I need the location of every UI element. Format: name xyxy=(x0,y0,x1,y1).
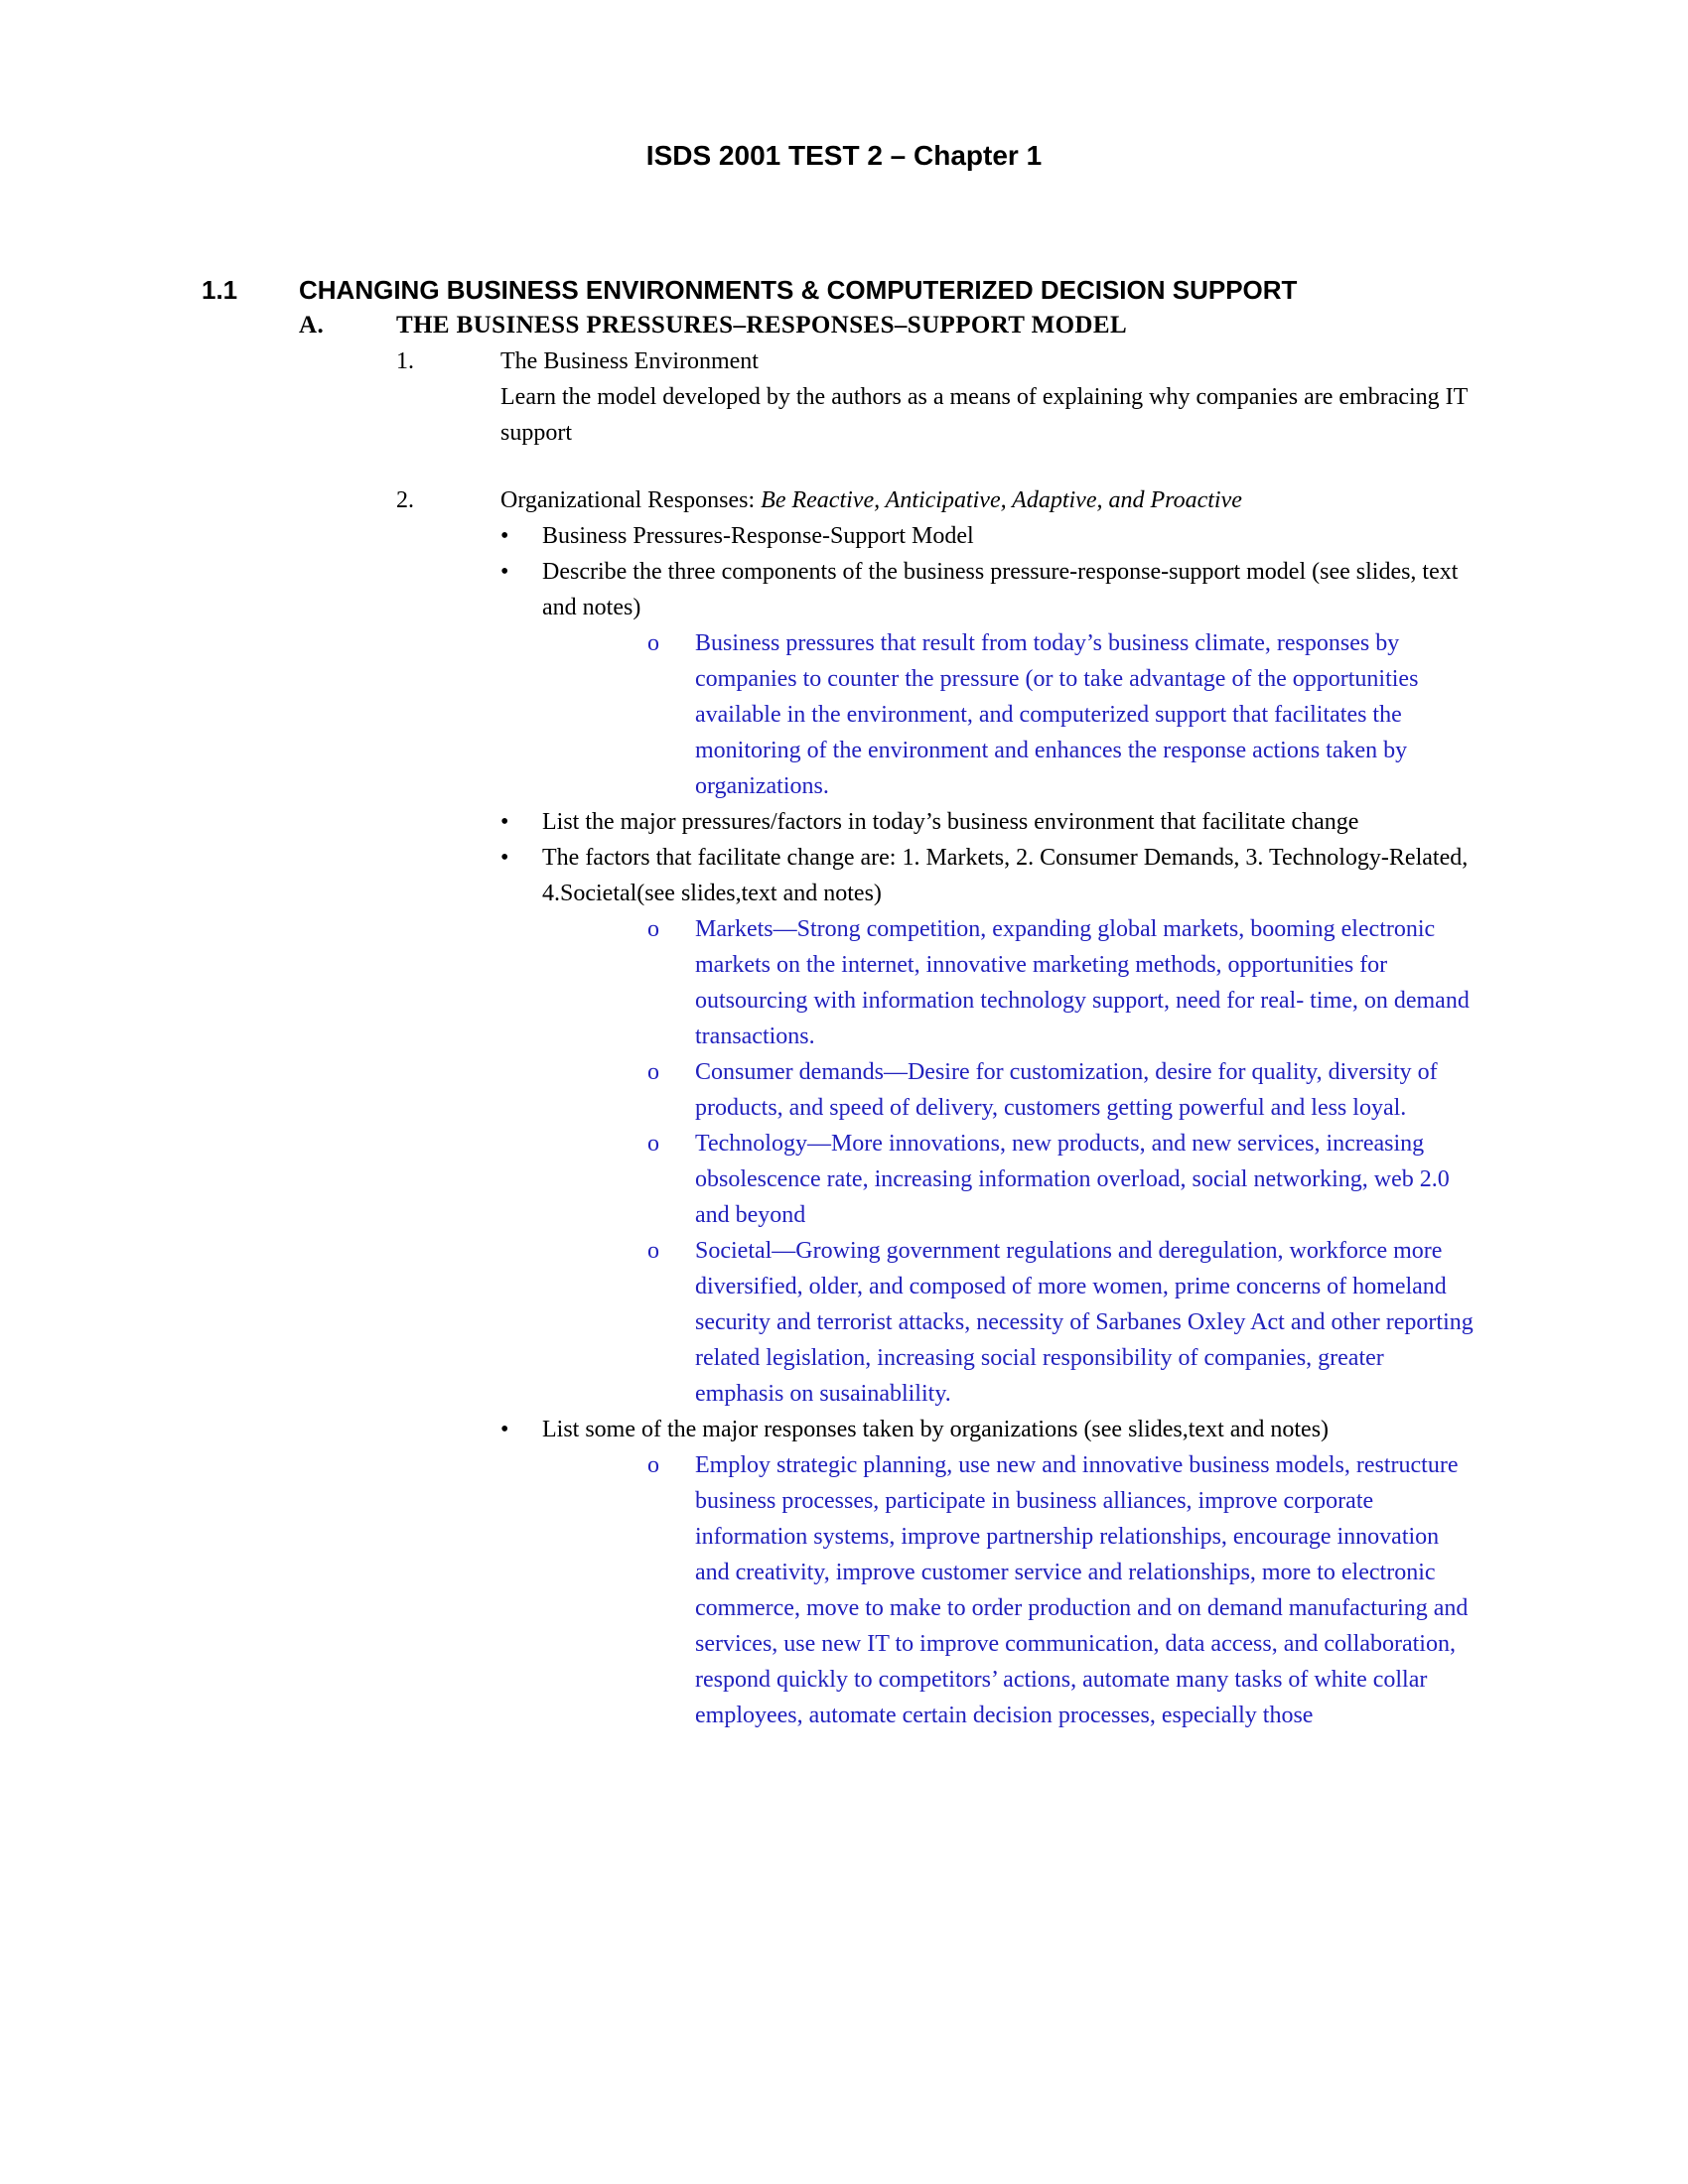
section-number: 1.1 xyxy=(202,275,238,305)
bullet-item-1-text: Business Pressures-Response-Support Model xyxy=(542,523,974,549)
numbered-item-2-number: 2. xyxy=(396,487,414,513)
circle-item-4-text: Technology—More innovations, new products, and new services, increasing obsolescence rate, increasing information overload, social networking, web 2.0 and beyond xyxy=(695,1131,1450,1228)
bullet-item-5-text: List some of the major responses taken by organizations (see slides,text and notes) xyxy=(542,1417,1330,1442)
bullet-icon: • xyxy=(500,809,509,835)
circle-bullet-icon: o xyxy=(647,630,659,656)
circle-item-3 xyxy=(0,1054,1688,1126)
circle-item-2 xyxy=(0,911,1688,1054)
circle-item-1-text: Business pressures that result from today’s business climate, responses by companies to counter the pressure (or to take advantage of the opportunities available in the environment, and computerized support that facilitates the monitoring of the environment and enhances the response actions taken by organizations. xyxy=(695,630,1419,799)
circle-item-3-text: Consumer demands—Desire for customization, desire for quality, diversity of products, and speed of delivery, customers getting powerful and less loyal. xyxy=(695,1059,1438,1121)
bullet-icon: • xyxy=(500,845,509,871)
numbered-item-2-text-italic: Be Reactive, Anticipative, Adaptive, and Proactive xyxy=(761,487,1242,513)
subsection-letter: A. xyxy=(299,312,325,339)
circle-bullet-icon: o xyxy=(647,1452,659,1478)
section-heading-row xyxy=(0,272,1688,308)
bullet-item-4 xyxy=(0,840,1688,911)
numbered-item-2 xyxy=(0,482,1688,518)
bullet-item-4-text: The factors that facilitate change are: 1. Markets, 2. Consumer Demands, 3. Technology-Related, 4.Societal(see slides,text and notes) xyxy=(542,845,1469,906)
circle-item-2-text: Markets—Strong competition, expanding global markets, booming electronic markets on the internet, innovative marketing methods, opportunities for outsourcing with information technology support, need for real- time, on demand transactions. xyxy=(695,916,1470,1049)
circle-item-4 xyxy=(0,1126,1688,1233)
bullet-item-2 xyxy=(0,554,1688,625)
bullet-icon: • xyxy=(500,523,509,549)
numbered-item-2-text: Organizational Responses: xyxy=(500,487,762,513)
bullet-item-3 xyxy=(0,804,1688,840)
subsection-heading-row xyxy=(0,308,1688,343)
numbered-item-1-continuation: Learn the model developed by the authors as a means of explaining why companies are embracing IT support xyxy=(500,384,1468,446)
numbered-item-1-number: 1. xyxy=(396,348,414,374)
section-heading: CHANGING BUSINESS ENVIRONMENTS & COMPUTERIZED DECISION SUPPORT xyxy=(299,275,1298,305)
circle-item-5 xyxy=(0,1233,1688,1412)
bullet-icon: • xyxy=(500,559,509,585)
bullet-icon: • xyxy=(500,1417,509,1442)
circle-item-5-text: Societal—Growing government regulations and deregulation, workforce more diversified, older, and composed of more women, prime concerns of homeland security and terrorist attacks, necessity of Sarbanes Oxley Act and other reporting related legislation, increasing social responsibility of companies, greater emphasis on susainablility. xyxy=(695,1238,1474,1407)
numbered-item-1-text: The Business Environment xyxy=(500,348,759,374)
circle-bullet-icon: o xyxy=(647,916,659,942)
bullet-item-5 xyxy=(0,1412,1688,1447)
bullet-item-2-text: Describe the three components of the business pressure-response-support model (see slides, text and notes) xyxy=(542,559,1459,620)
numbered-item-1 xyxy=(0,343,1688,451)
bullet-item-1 xyxy=(0,518,1688,554)
circle-bullet-icon: o xyxy=(647,1059,659,1085)
circle-item-1 xyxy=(0,625,1688,804)
circle-item-6-text: Employ strategic planning, use new and innovative business models, restructure business processes, participate in business alliances, improve corporate information systems, improve partnership relationships, encourage innovation and creativity, improve customer service and relationships, more to electronic commerce, move to make to order production and on demand manufacturing and services, use new IT to improve communication, data access, and collaboration, respond quickly to competitors’ actions, automate many tasks of white collar employees, automate certain decision processes, especially those xyxy=(695,1452,1469,1728)
document-title: ISDS 2001 TEST 2 – Chapter 1 xyxy=(645,140,1043,171)
circle-bullet-icon: o xyxy=(647,1131,659,1157)
circle-item-6 xyxy=(0,1447,1688,1733)
bullet-item-3-text: List the major pressures/factors in today’s business environment that facilitate change xyxy=(542,809,1359,835)
subsection-heading: THE BUSINESS PRESSURES–RESPONSES–SUPPORT MODEL xyxy=(396,312,1128,339)
circle-bullet-icon: o xyxy=(647,1238,659,1264)
